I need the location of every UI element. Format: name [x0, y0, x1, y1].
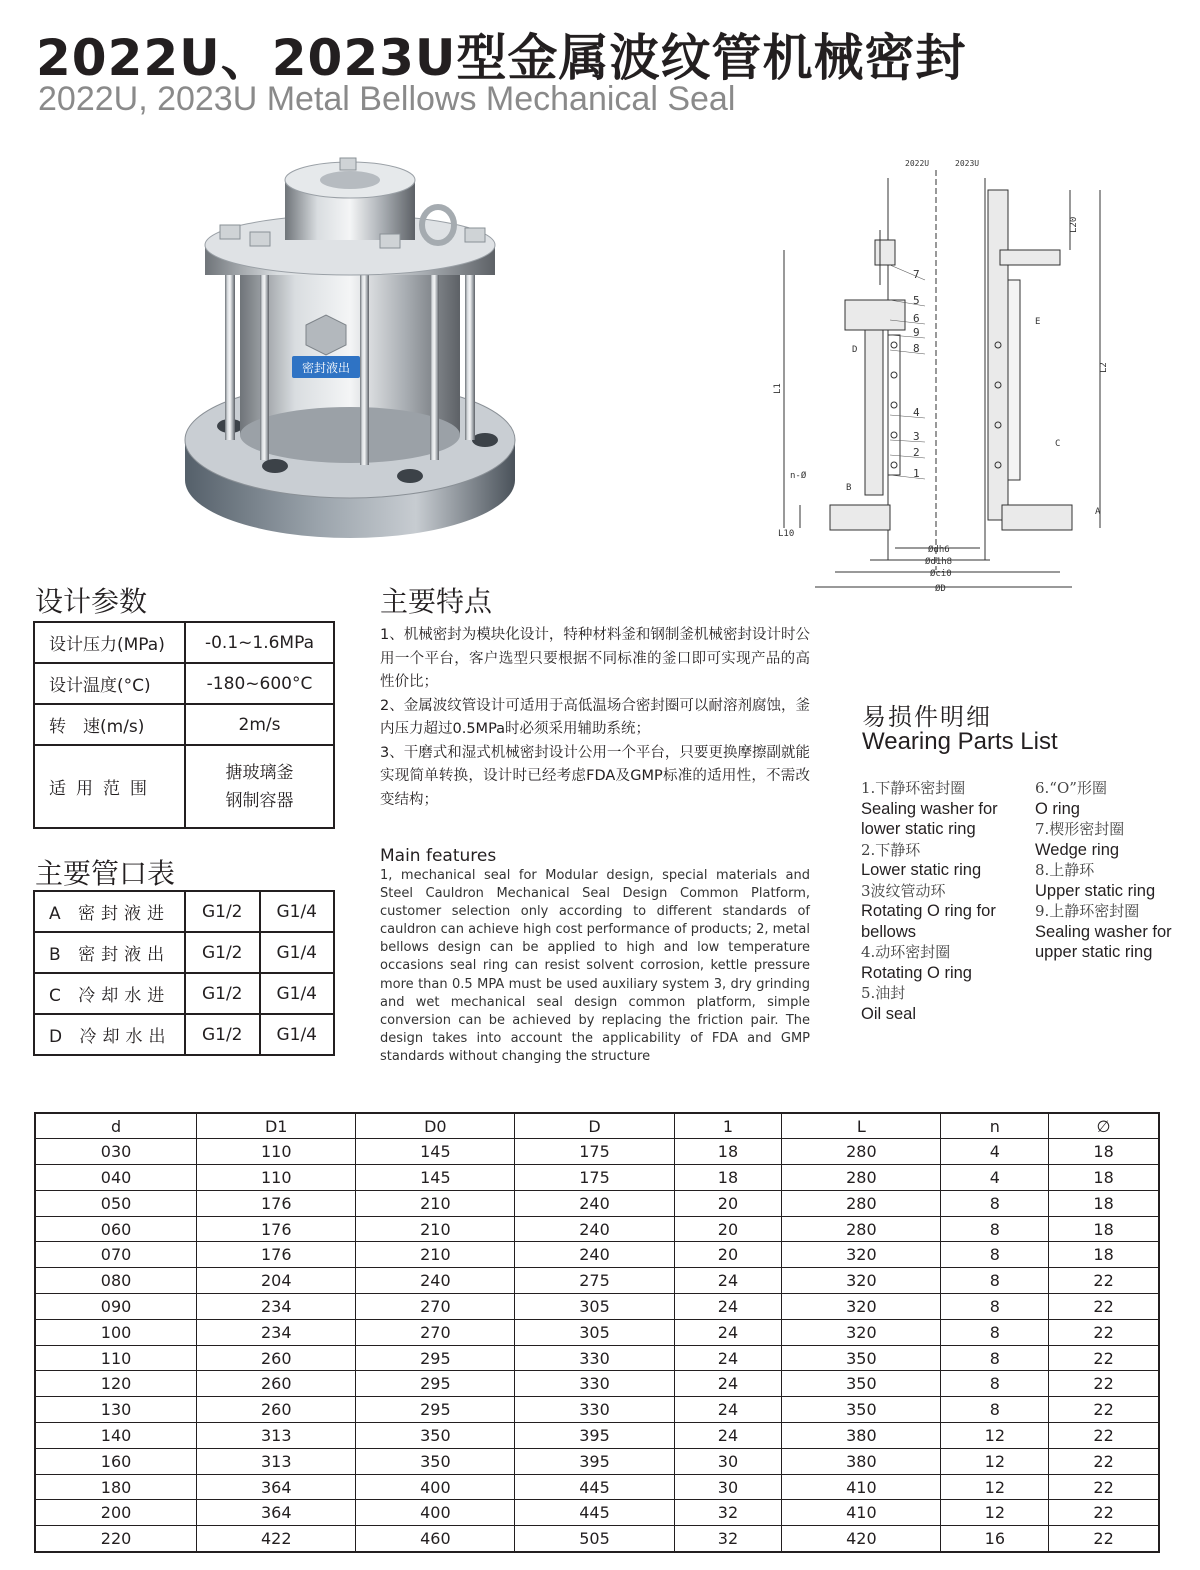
table-row	[35, 1345, 1159, 1371]
port-name: A 密封液进	[34, 891, 185, 932]
table-cell: 22	[1049, 1500, 1159, 1526]
param-value-line: 搪玻璃釜	[225, 762, 294, 783]
table-cell: 30	[674, 1448, 782, 1474]
part-number-4: 4	[913, 406, 920, 419]
table-cell: 320	[782, 1268, 941, 1294]
table-cell: 22	[1049, 1371, 1159, 1397]
table-cell: 12	[941, 1474, 1049, 1500]
table-cell: 24	[674, 1397, 782, 1423]
table-cell: 20	[674, 1216, 782, 1242]
param-value	[185, 745, 334, 828]
ports-table	[33, 890, 335, 1056]
table-cell: 330	[515, 1371, 674, 1397]
param-key: 设计压力(MPa)	[34, 622, 185, 663]
design-params-table	[33, 621, 335, 829]
table-cell: 240	[515, 1242, 674, 1268]
dimensions-body	[35, 1139, 1159, 1552]
table-cell: 160	[35, 1448, 197, 1474]
table-cell: 080	[35, 1268, 197, 1294]
table-cell: 410	[782, 1474, 941, 1500]
table-cell: 32	[674, 1526, 782, 1552]
table-cell: 313	[197, 1423, 356, 1449]
table-row	[35, 1268, 1159, 1294]
table-cell: 240	[356, 1268, 515, 1294]
table-cell: 110	[35, 1345, 197, 1371]
table-cell: 364	[197, 1474, 356, 1500]
table-cell: 175	[515, 1165, 674, 1191]
feature-item: 2、金属波纹管设计可适用于高低温场合密封圈可以耐溶剂腐蚀，釜内压力超过0.5MPa时必须采用辅助系统；	[380, 697, 810, 737]
table-cell: 18	[1049, 1190, 1159, 1216]
dim-label-ci0: Øci0	[930, 569, 952, 579]
table-cell: 176	[197, 1242, 356, 1268]
table-cell: 30	[674, 1474, 782, 1500]
port-size: G1/2	[185, 973, 260, 1014]
table-row	[35, 1423, 1159, 1449]
table-cell: 22	[1049, 1474, 1159, 1500]
features-cn	[380, 624, 810, 812]
dim-label-d: D	[852, 345, 858, 355]
table-cell: 330	[515, 1345, 674, 1371]
features-en-heading: Main features	[380, 846, 497, 866]
param-value: 2m/s	[185, 704, 334, 745]
port-size: G1/2	[185, 1014, 260, 1055]
features-heading: 主要特点	[380, 585, 493, 618]
dim-label-a: A	[1095, 507, 1101, 517]
part-name-en: Wedge ring	[1035, 840, 1120, 859]
part-number-7: 7	[913, 268, 920, 281]
table-cell: 32	[674, 1500, 782, 1526]
port-name: B 密封液出	[34, 932, 185, 973]
technical-drawing	[770, 150, 1150, 600]
table-cell: 350	[782, 1345, 941, 1371]
table-cell: 210	[356, 1190, 515, 1216]
table-cell: 295	[356, 1397, 515, 1423]
param-key: 适用范围	[34, 745, 185, 828]
param-value-line: 钢制容器	[225, 790, 294, 811]
table-cell: 200	[35, 1500, 197, 1526]
table-cell: 24	[674, 1268, 782, 1294]
page-subtitle: 2022U, 2023U Metal Bellows Mechanical Seal	[38, 80, 736, 118]
product-photo	[180, 150, 520, 550]
dim-label-b: B	[846, 483, 852, 493]
table-cell: 350	[356, 1448, 515, 1474]
table-cell: 445	[515, 1474, 674, 1500]
drawing-label-2023u: 2023U	[955, 159, 980, 168]
table-cell: 4	[941, 1139, 1049, 1165]
dim-label-l20: L20	[1069, 216, 1079, 233]
table-cell: 410	[782, 1500, 941, 1526]
table-cell: 18	[1049, 1216, 1159, 1242]
table-cell: 22	[1049, 1526, 1159, 1552]
port-size: G1/2	[185, 932, 260, 973]
table-cell: 22	[1049, 1294, 1159, 1320]
param-value: -0.1~1.6MPa	[185, 622, 334, 663]
table-cell: 260	[197, 1371, 356, 1397]
table-cell: 145	[356, 1165, 515, 1191]
part-number-1: 1	[913, 467, 920, 480]
param-key: 设计温度(°C)	[34, 663, 185, 704]
table-cell: 24	[674, 1423, 782, 1449]
column-header: ∅	[1049, 1113, 1159, 1139]
table-cell: 220	[35, 1526, 197, 1552]
table-cell: 176	[197, 1216, 356, 1242]
port-name: D 冷却水出	[34, 1014, 185, 1055]
feature-item: 3、干磨式和湿式机械密封设计公用一个平台，只要更换摩擦副就能实现简单转换，设计时已经考虑FDA及GMP标准的适用性，不需改变结构；	[380, 744, 810, 808]
table-row	[35, 1474, 1159, 1500]
part-name-en: O ring	[1035, 799, 1080, 818]
drawing-label-2022u: 2022U	[905, 159, 930, 168]
table-row	[35, 1242, 1159, 1268]
table-row	[35, 1139, 1159, 1165]
port-size: G1/2	[185, 891, 260, 932]
table-cell: 18	[1049, 1139, 1159, 1165]
table-cell: 18	[1049, 1165, 1159, 1191]
table-cell: 395	[515, 1448, 674, 1474]
column-header: D	[515, 1113, 674, 1139]
port-size: G1/4	[260, 973, 335, 1014]
table-cell: 040	[35, 1165, 197, 1191]
table-cell: 400	[356, 1500, 515, 1526]
table-row	[35, 1216, 1159, 1242]
column-header: D0	[356, 1113, 515, 1139]
part-name-en: Sealing washer for upper static ring	[1035, 922, 1172, 961]
ports-heading: 主要管口表	[35, 857, 176, 890]
part-name-en: Oil seal	[861, 1004, 917, 1023]
table-cell: 100	[35, 1319, 197, 1345]
table-cell: 280	[782, 1165, 941, 1191]
table-cell: 280	[782, 1139, 941, 1165]
table-cell: 18	[674, 1165, 782, 1191]
table-cell: 12	[941, 1423, 1049, 1449]
table-cell: 204	[197, 1268, 356, 1294]
table-cell: 505	[515, 1526, 674, 1552]
table-cell: 295	[356, 1371, 515, 1397]
part-name-cn: 1.下静环密封圈	[861, 779, 966, 797]
table-row	[35, 1526, 1159, 1552]
column-header: d	[35, 1113, 197, 1139]
part-number-2: 2	[913, 446, 920, 459]
table-cell: 320	[782, 1319, 941, 1345]
dim-label-d1h8: Ød1h8	[925, 557, 953, 567]
table-cell: 460	[356, 1526, 515, 1552]
table-cell: 234	[197, 1294, 356, 1320]
column-header: D1	[197, 1113, 356, 1139]
table-cell: 180	[35, 1474, 197, 1500]
table-cell: 270	[356, 1319, 515, 1345]
table-cell: 350	[782, 1397, 941, 1423]
table-cell: 24	[674, 1345, 782, 1371]
table-cell: 8	[941, 1242, 1049, 1268]
table-cell: 280	[782, 1190, 941, 1216]
column-header: L	[782, 1113, 941, 1139]
dim-label-e: E	[1035, 317, 1041, 327]
table-cell: 8	[941, 1190, 1049, 1216]
table-cell: 145	[356, 1139, 515, 1165]
feature-item: 1、机械密封为模块化设计，特种材料釜和钢制釜机械密封设计时公用一个平台，客户选型只要根据不同标准的釜口即可实现产品的高性价比；	[380, 627, 810, 690]
table-cell: 22	[1049, 1448, 1159, 1474]
part-name-cn: 8.上静环	[1035, 861, 1095, 879]
part-name-en: Lower static ring	[861, 861, 982, 879]
table-cell: 18	[1049, 1242, 1159, 1268]
table-cell: 320	[782, 1294, 941, 1320]
table-cell: 8	[941, 1294, 1049, 1320]
table-cell: 295	[356, 1345, 515, 1371]
part-name-en: Rotating O ring	[861, 963, 972, 982]
table-cell: 275	[515, 1268, 674, 1294]
dim-label-l10: L10	[778, 529, 795, 539]
table-cell: 12	[941, 1448, 1049, 1474]
table-cell: 270	[356, 1294, 515, 1320]
table-cell: 420	[782, 1526, 941, 1552]
table-cell: 030	[35, 1139, 197, 1165]
table-cell: 445	[515, 1500, 674, 1526]
table-cell: 176	[197, 1190, 356, 1216]
table-cell: 22	[1049, 1319, 1159, 1345]
table-cell: 240	[515, 1190, 674, 1216]
table-cell: 330	[515, 1397, 674, 1423]
part-name-en: Upper static ring	[1035, 881, 1156, 900]
table-cell: 350	[356, 1423, 515, 1449]
table-cell: 380	[782, 1448, 941, 1474]
table-cell: 210	[356, 1216, 515, 1242]
param-value: -180~600°C	[185, 663, 334, 704]
table-cell: 060	[35, 1216, 197, 1242]
table-cell: 070	[35, 1242, 197, 1268]
table-cell: 350	[782, 1371, 941, 1397]
table-cell: 24	[674, 1371, 782, 1397]
table-cell: 234	[197, 1319, 356, 1345]
table-cell: 8	[941, 1345, 1049, 1371]
features-en: 1, mechanical seal for Modular design, special materials and Steel Cauldron Mechanical Seal Design Common Platform, customer selection only according to different standards of cauldron can achieve high cost performance of products; 2, metal bellows design can be applied to high and low temperature occasions seal ring can resist solvent corrosion, kettle pressure more than 0.5 MPA must be used auxiliary system 3, dry grinding and wet mechanical seal design common platform, simple conversion can be achieved by replacing the friction pair. The design takes into account the applicability of FDA and GMP standards without changing the structure	[380, 868, 810, 1064]
table-cell: 8	[941, 1319, 1049, 1345]
table-cell: 130	[35, 1397, 197, 1423]
table-cell: 110	[197, 1165, 356, 1191]
table-row	[35, 1319, 1159, 1345]
dimensions-header-row	[35, 1113, 1159, 1139]
table-cell: 4	[941, 1165, 1049, 1191]
table-cell: 20	[674, 1242, 782, 1268]
part-number-8: 8	[913, 342, 920, 355]
table-cell: 8	[941, 1397, 1049, 1423]
table-cell: 313	[197, 1448, 356, 1474]
dimensions-table	[34, 1112, 1160, 1553]
table-row	[35, 1190, 1159, 1216]
dim-label-dh6: Ødh6	[928, 545, 950, 555]
port-name: C 冷却水进	[34, 973, 185, 1014]
port-size: G1/4	[260, 932, 335, 973]
table-row	[35, 1397, 1159, 1423]
table-cell: 380	[782, 1423, 941, 1449]
table-row	[35, 1371, 1159, 1397]
dim-label-l2: L2	[1099, 362, 1109, 373]
column-header: 1	[674, 1113, 782, 1139]
table-cell: 280	[782, 1216, 941, 1242]
table-cell: 24	[674, 1294, 782, 1320]
wearing-parts-col2	[1035, 778, 1185, 963]
product-label: 密封液出	[301, 361, 351, 375]
table-cell: 24	[674, 1319, 782, 1345]
table-cell: 12	[941, 1500, 1049, 1526]
table-cell: 8	[941, 1216, 1049, 1242]
part-name-cn: 3波纹管动环	[861, 881, 946, 900]
table-cell: 18	[674, 1139, 782, 1165]
port-size: G1/4	[260, 891, 335, 932]
part-name-cn: 9.上静环密封圈	[1035, 902, 1140, 920]
table-row	[35, 1500, 1159, 1526]
table-cell: 8	[941, 1268, 1049, 1294]
column-header: n	[941, 1113, 1049, 1139]
table-row	[35, 1165, 1159, 1191]
table-cell: 120	[35, 1371, 197, 1397]
part-name-cn: 2.下静环	[861, 840, 921, 859]
page-title: 2022U、2023U型金属波纹管机械密封	[36, 29, 967, 87]
table-cell: 210	[356, 1242, 515, 1268]
table-cell: 110	[197, 1139, 356, 1165]
part-name-en: Rotating O ring for bellows	[861, 902, 996, 941]
param-key: 转 速(m/s)	[34, 704, 185, 745]
table-cell: 305	[515, 1319, 674, 1345]
table-cell: 140	[35, 1423, 197, 1449]
table-cell: 22	[1049, 1423, 1159, 1449]
table-cell: 20	[674, 1190, 782, 1216]
table-cell: 22	[1049, 1268, 1159, 1294]
table-cell: 422	[197, 1526, 356, 1552]
part-name-cn: 4.动环密封圈	[861, 943, 951, 961]
table-cell: 175	[515, 1139, 674, 1165]
part-name-en: Sealing washer for lower static ring	[861, 799, 998, 838]
dim-label-od: ØD	[935, 584, 946, 594]
part-number-5: 5	[913, 294, 920, 307]
table-cell: 260	[197, 1345, 356, 1371]
table-cell: 22	[1049, 1397, 1159, 1423]
table-row	[35, 1448, 1159, 1474]
part-number-9: 9	[913, 326, 920, 339]
table-cell: 305	[515, 1294, 674, 1320]
dim-label-l1: L1	[773, 383, 783, 394]
wearing-parts-heading-cn: 易损件明细	[862, 703, 992, 731]
part-number-6: 6	[913, 312, 920, 325]
table-cell: 090	[35, 1294, 197, 1320]
wearing-parts-heading-en: Wearing Parts List	[862, 728, 1058, 755]
table-cell: 260	[197, 1397, 356, 1423]
table-cell: 320	[782, 1242, 941, 1268]
table-cell: 050	[35, 1190, 197, 1216]
table-cell: 400	[356, 1474, 515, 1500]
part-name-cn: 5.油封	[861, 984, 906, 1002]
part-name-cn: 7.楔形密封圈	[1035, 820, 1125, 838]
table-row	[35, 1294, 1159, 1320]
dim-label-c: C	[1055, 439, 1061, 449]
table-cell: 240	[515, 1216, 674, 1242]
table-cell: 8	[941, 1371, 1049, 1397]
table-cell: 395	[515, 1423, 674, 1449]
port-size: G1/4	[260, 1014, 335, 1055]
table-cell: 364	[197, 1500, 356, 1526]
design-params-heading: 设计参数	[35, 585, 148, 618]
table-cell: 22	[1049, 1345, 1159, 1371]
dim-label-n-o: n-Ø	[790, 471, 807, 481]
part-name-cn: 6.“O”形圈	[1035, 779, 1107, 797]
table-cell: 16	[941, 1526, 1049, 1552]
wearing-parts-col1	[861, 778, 1031, 1024]
part-number-3: 3	[913, 430, 920, 443]
